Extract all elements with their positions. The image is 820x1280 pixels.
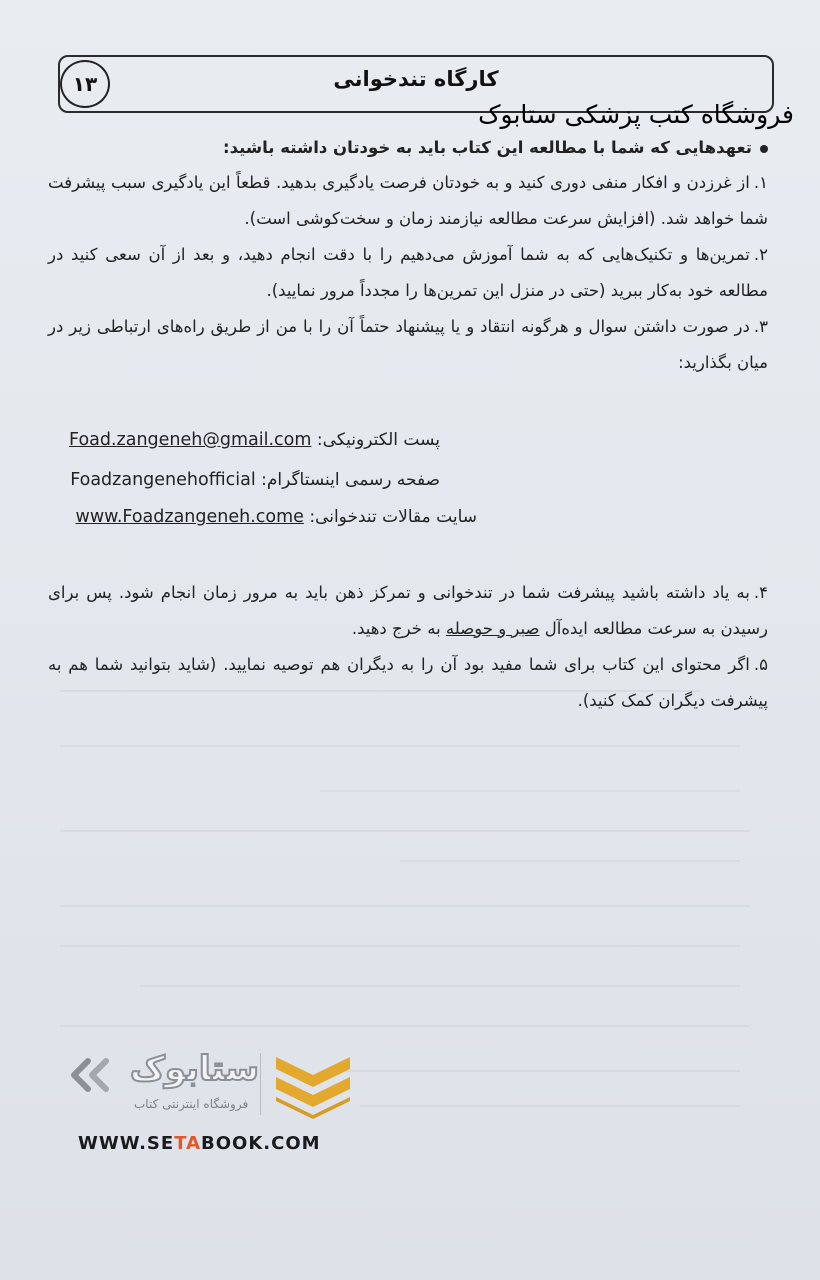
list-item: ۳.در صورت داشتن سوال و هرگونه انتقاد و یا پیشنهاد حتماً آن را با من از طریق راه‌های ارتباطی زیر در میان بگذارید: — [48, 317, 768, 372]
list-item: ۱.از غرزدن و افکار منفی دوری کنید و به خودتان فرصت یادگیری بدهید. قطعاً این یادگیری سبب پیشرفت شما خواهد شد. (افزایش سرعت مطالعه نیازمند زمان و سخت‌کوشی است). — [48, 173, 768, 228]
contact-email — [69, 430, 440, 450]
list-item: ۵.اگر محتوای این کتاب برای شما مفید بود آن را به دیگران هم توصیه نمایید. (شاید بتوانید شما هم به پیشرفت دیگران کمک کنید). — [48, 655, 768, 710]
intro-text: تعهدهایی که شما با مطالعه این کتاب باید به خودتان داشته باشید: — [223, 138, 752, 157]
website-link[interactable]: www.Foadzangeneh.come — [75, 507, 304, 527]
logo-divider — [260, 1053, 261, 1115]
contact-label: پست الکترونیکی: — [316, 430, 440, 450]
logo-tagline: فروشگاه اینترنتی کتاب — [134, 1097, 249, 1111]
website-url: WWW.SETABOOK.COM — [78, 1133, 321, 1154]
commitments-list-part2 — [48, 575, 768, 719]
contact-label: سایت مقالات تندخوانی: — [309, 507, 477, 527]
setabook-logo — [60, 1045, 360, 1165]
logo-wordmark: ستابوک — [130, 1049, 259, 1089]
intro-heading — [48, 130, 768, 166]
contact-website — [76, 507, 477, 527]
page-number: ۱۳ — [60, 60, 110, 108]
underlined-phrase: صبر و حوصله — [445, 619, 540, 638]
commitments-list-part1 — [48, 165, 768, 381]
list-item: ۴.به یاد داشته باشید پیشرفت شما در تندخوانی و تمرکز ذهن باید به مرور زمان انجام شود. پس برای رسیدن به سرعت مطالعه ایده‌آل صبر و حوصله به خرج دهید. — [48, 583, 768, 638]
list-item: ۲.تمرین‌ها و تکنیک‌هایی که به شما آموزش می‌دهیم را با دقت انجام دهید، و بعد از آن سعی کنید در مطالعه خود به‌کار ببرید (حتی در منزل این تمرین‌ها را مجدداً مرور نمایید). — [48, 245, 768, 300]
contact-instagram — [70, 470, 440, 490]
email-link[interactable]: Foad.zangeneh@gmail.com — [69, 430, 312, 450]
chevrons-icon — [66, 1055, 126, 1095]
contact-label: صفحه رسمی اینستاگرام: — [261, 470, 440, 490]
bullet-icon — [760, 145, 768, 153]
instagram-handle: Foadzangenehofficial — [70, 470, 256, 490]
book-stack-icon — [272, 1049, 354, 1119]
store-overlay-text: فروشگاه کتب پزشکی ستابوک — [478, 100, 794, 129]
chapter-title: کارگاه تندخوانی — [333, 67, 499, 91]
